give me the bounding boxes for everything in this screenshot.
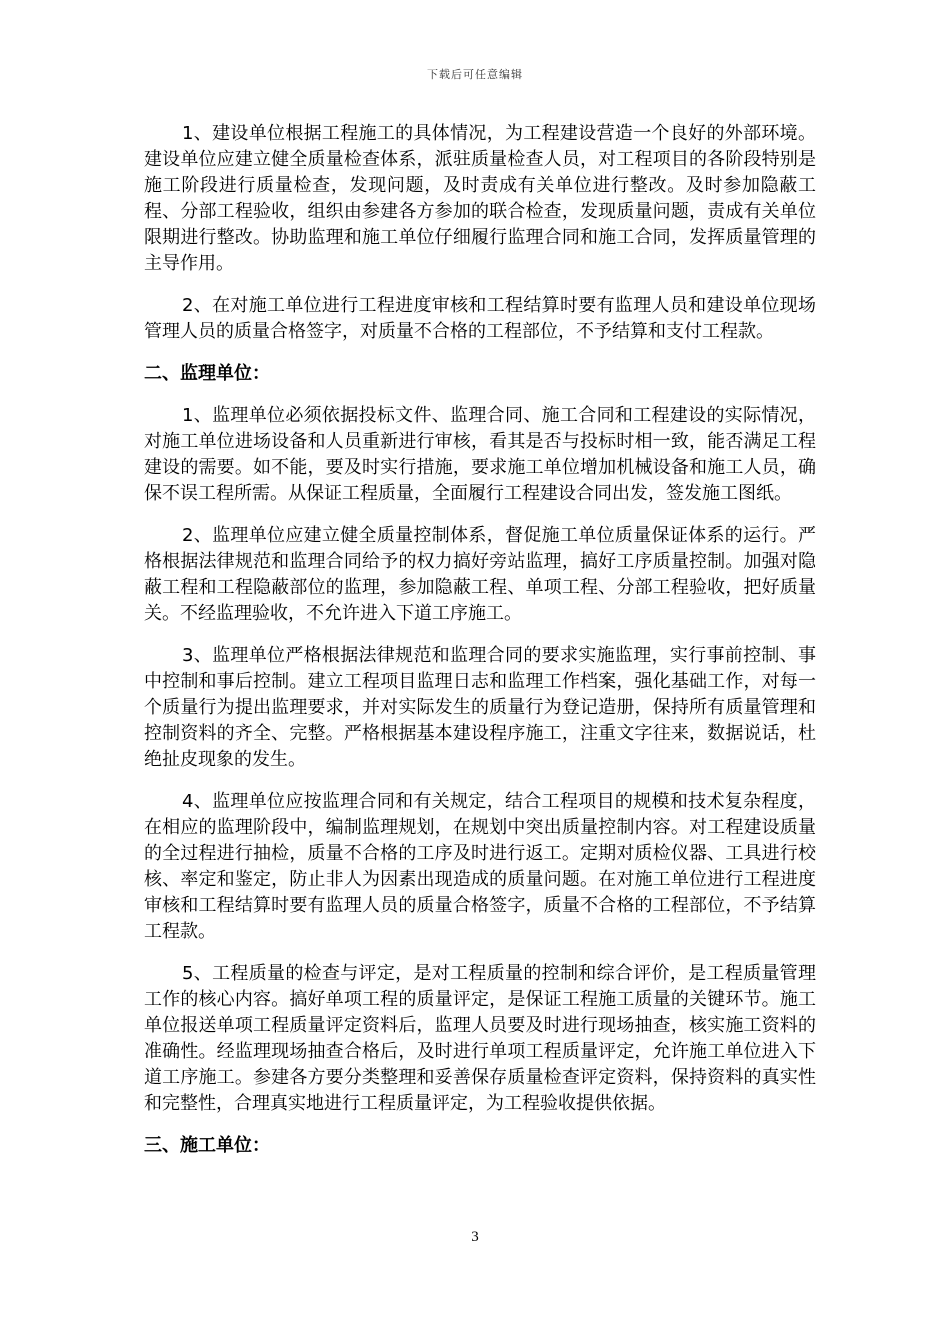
- paragraph: 5、工程质量的检查与评定，是对工程质量的控制和综合评价，是工程质量管理工作的核心内容。搞好单项工程的质量评定，是保证工程施工质量的关键环节。施工单位报送单项工程质量评定资料后，监理人员要及时进行现场抽查，核实施工资料的准确性。经监理现场抽查合格后，及时进行单项工程质量评定，允许施工单位进入下道工序施工。参建各方要分类整理和妥善保存质量检查评定资料，保持资料的真实性和完整性，合理真实地进行工程质量评定，为工程验收提供依据。: [144, 963, 816, 1114]
- paragraph: 4、监理单位应按监理合同和有关规定，结合工程项目的规模和技术复杂程度，在相应的监理阶段中，编制监理规划，在规划中突出质量控制内容。对工程建设质量的全过程进行抽检，质量不合格的工序及时进行返工。定期对质检仪器、工具进行校核、率定和鉴定，防止非人为因素出现造成的质量问题。在对施工单位进行工程进度审核和工程结算时要有监理人员的质量合格签字，质量不合格的工程部位，不予结算工程款。: [144, 791, 816, 942]
- paragraph: 2、监理单位应建立健全质量控制体系，督促施工单位质量保证体系的运行。严格根据法律规范和监理合同给予的权力搞好旁站监理，搞好工序质量控制。加强对隐蔽工程和工程隐蔽部位的监理，参加隐蔽工程、单项工程、分部工程验收，把好质量关。不经监理验收，不允许进入下道工序施工。: [144, 525, 816, 624]
- paragraph: 1、监理单位必须依据投标文件、监理合同、施工合同和工程建设的实际情况，对施工单位进场设备和人员重新进行审核，看其是否与投标时相一致，能否满足工程建设的需要。如不能，要及时实行措施，要求施工单位增加机械设备和施工人员，确保不误工程所需。从保证工程质量，全面履行工程建设合同出发，签发施工图纸。: [144, 405, 816, 504]
- header-note: 下载后可任意编辑: [427, 68, 523, 81]
- section-heading: 三、施工单位：: [144, 1135, 270, 1156]
- document-body: [144, 121, 816, 1175]
- paragraph: 3、监理单位严格根据法律规范和监理合同的要求实施监理，实行事前控制、事中控制和事后控制。建立工程项目监理日志和监理工作档案，强化基础工作，对每一个质量行为提出监理要求，并对实际发生的质量行为登记造册，保持所有质量管理和控制资料的齐全、完整。严格根据基本建设程序施工，注重文字往来，数据说话，杜绝扯皮现象的发生。: [144, 645, 816, 770]
- paragraph: 2、在对施工单位进行工程进度审核和工程结算时要有监理人员和建设单位现场管理人员的质量合格签字，对质量不合格的工程部位，不予结算和支付工程款。: [144, 295, 816, 342]
- page-number: 3: [471, 1229, 479, 1245]
- paragraph: 1、建设单位根据工程施工的具体情况，为工程建设营造一个良好的外部环境。建设单位应建立健全质量检查体系，派驻质量检查人员，对工程项目的各阶段特别是施工阶段进行质量检查，发现问题，及时责成有关单位进行整改。及时参加隐蔽工程、分部工程验收，组织由参建各方参加的联合检查，发现质量问题，责成有关单位限期进行整改。协助监理和施工单位仔细履行监理合同和施工合同，发挥质量管理的主导作用。: [144, 123, 816, 274]
- section-heading: 二、监理单位：: [144, 363, 270, 384]
